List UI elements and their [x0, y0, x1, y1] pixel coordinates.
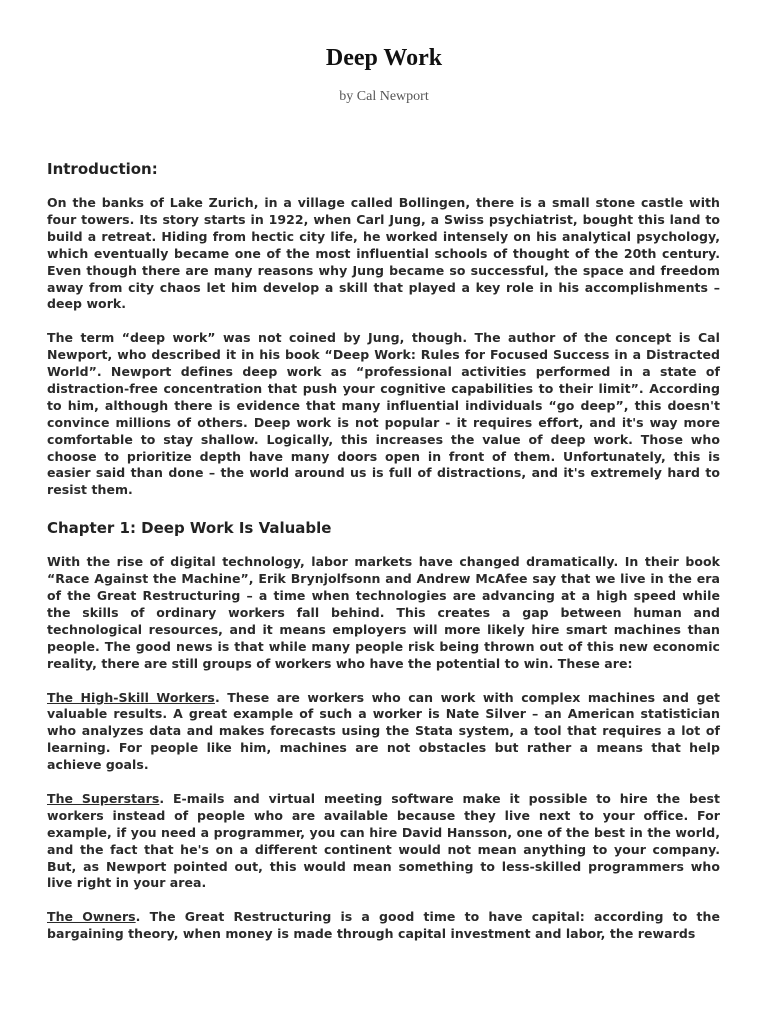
- group-text-owners: . The Great Restructuring is a good time to have capital: according to the bargaining theory, when money is made through capital investment and labor, the rewards: [47, 909, 720, 942]
- group-paragraph-superstars: [47, 791, 720, 892]
- group-term-superstars: The Superstars: [47, 790, 160, 806]
- group-paragraph-owners: [47, 909, 720, 943]
- group-term-high-skill-workers: The High-Skill Workers: [47, 689, 215, 705]
- introduction-paragraph-1: On the banks of Lake Zurich, in a village called Bollingen, there is a small stone castle with four towers. Its story starts in 1922, when Carl Jung, a Swiss psychiatrist, bought this land to build a retreat. Hiding from hectic city life, he worked intensely on his analytical psychology, which eventually became one of the most influential schools of thought of the 20th century. Even though there are many reasons why Jung became so successful, the space and freedom away from city chaos let him develop a skill that played a key role in his accomplishments – deep work.: [47, 195, 720, 312]
- chapter-1-heading: Chapter 1: Deep Work Is Valuable: [47, 519, 332, 538]
- group-paragraph-high-skill-workers: [47, 690, 720, 775]
- group-text-superstars: . E-mails and virtual meeting software make it possible to hire the best workers instead of people who are available because they live next to your office. For example, if you need a programmer, you can hire David Hansson, one of the best in the world, and the fact that he's on a different continent would not mean anything to your company. But, as Newport pointed out, this would mean something to less-skilled programmers who live right in your area.: [47, 790, 720, 891]
- group-term-owners: The Owners: [47, 909, 136, 925]
- document-title: Deep Work: [325, 45, 443, 71]
- chapter-1-intro-paragraph: With the rise of digital technology, labor markets have changed dramatically. In their book “Race Against the Machine”, Erik Brynjolfsonn and Andrew McAfee say that we live in the era of the Great Restructuring – a time when technologies are advancing at a high speed while the skills of ordinary workers fall behind. This creates a gap between human and technological resources, and it means employers will more likely hire smart machines than people. The good news is that while many people risk being thrown out of this new economic reality, there are still groups of workers who have the potential to win. These are:: [47, 554, 720, 671]
- document-author: by Cal Newport: [339, 89, 429, 104]
- document-body: [47, 158, 720, 960]
- introduction-paragraph-2: The term “deep work” was not coined by Jung, though. The author of the concept is Cal Newport, who described it in his book “Deep Work: Rules for Focused Success in a Distracted World”. Newport defines deep work as “professional activities performed in a state of distraction-free concentration that push your cognitive capabilities to their limit”. According to him, although there is evidence that many influential individuals “go deep”, this doesn't convince millions of others. Deep work is not popular - it requires effort, and it's way more comfortable to stay shallow. Logically, this increases the value of deep work. Those who choose to prioritize depth have many doors open in front of them. Unfortunately, this is easier said than done – the world around us is full of distractions, and it's extremely hard to resist them.: [47, 330, 720, 498]
- introduction-heading: Introduction:: [47, 160, 158, 178]
- group-text-high-skill-workers: . These are workers who can work with complex machines and get valuable results. A great example of such a worker is Nate Silver – an American statistician who analyzes data and makes forecasts using the Stata system, a tool that requires a lot of learning. For people like him, machines are not obstacles but rather a means that help achieve goals.: [47, 689, 720, 773]
